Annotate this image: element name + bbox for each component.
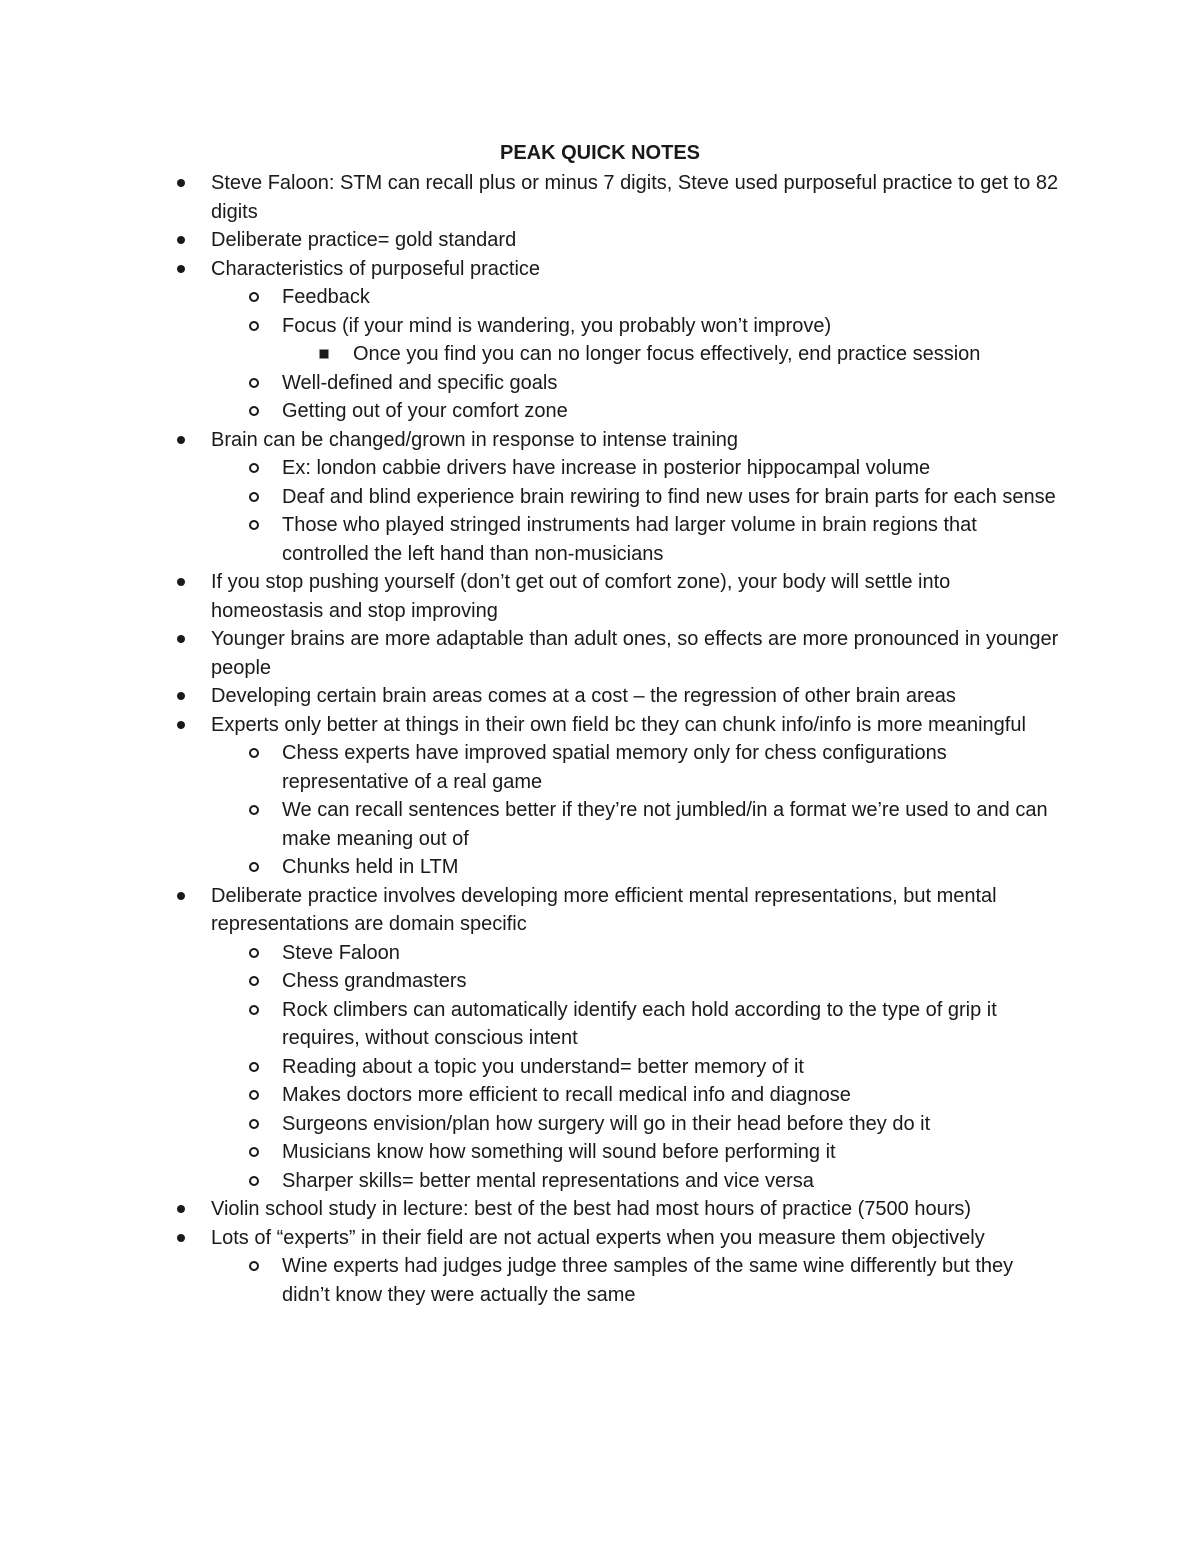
bullet-item (211, 882, 1066, 939)
sub-bullet-item (282, 454, 1066, 483)
hollow-bullet-icon (247, 1081, 261, 1110)
bullet-text: Deliberate practice= gold standard (211, 229, 517, 251)
bullet-text: We can recall sentences better if they’re not jumbled/in a format we’re used to and can make meaning out of (282, 799, 1048, 850)
bullet-item (211, 625, 1066, 682)
bullet-text: Steve Faloon (282, 941, 400, 964)
hollow-bullet-icon (247, 283, 261, 312)
filled-bullet-icon (174, 426, 188, 455)
bullet-text: Deaf and blind experience brain rewiring to find new uses for brain parts for each sense (282, 485, 1056, 508)
bullet-text: Chunks held in LTM (282, 856, 459, 878)
sub-sub-bullet-item (353, 340, 1066, 369)
hollow-bullet-icon (247, 1167, 261, 1196)
hollow-bullet-icon (247, 1138, 261, 1167)
filled-bullet-icon (174, 255, 188, 284)
bullet-text: Wine experts had judges judge three samples of the same wine differently but they didn’t know they were actually the same (282, 1255, 1014, 1306)
bullet-text: Steve Faloon: STM can recall plus or minus 7 digits, Steve used purposeful practice to get to 82 digits (211, 172, 1059, 223)
filled-bullet-icon (174, 226, 188, 255)
bullet-text: If you stop pushing yourself (don’t get out of comfort zone), your body will settle into homeostasis and stop improving (211, 571, 951, 622)
hollow-bullet-icon (247, 996, 261, 1025)
sub-bullet-item (282, 483, 1066, 512)
filled-bullet-icon (174, 568, 188, 597)
filled-bullet-icon (174, 625, 188, 654)
hollow-bullet-icon (247, 483, 261, 512)
hollow-bullet-icon (247, 1110, 261, 1139)
sub-bullet-item (282, 739, 1066, 796)
hollow-bullet-icon (247, 511, 261, 540)
bullet-text: Feedback (282, 286, 370, 308)
bullet-text: Chess experts have improved spatial memory only for chess configurations representative of a real game (282, 742, 947, 793)
sub-bullet-item (282, 1081, 1066, 1110)
bullet-item (211, 255, 1066, 284)
bullet-text: Ex: london cabbie drivers have increase in posterior hippocampal volume (282, 457, 931, 479)
filled-bullet-icon (174, 882, 188, 911)
hollow-bullet-icon (247, 967, 261, 996)
bullet-text: Those who played stringed instruments had larger volume in brain regions that controlled the left hand than non-musicians (282, 514, 977, 565)
hollow-bullet-icon (247, 397, 261, 426)
filled-bullet-icon (174, 682, 188, 711)
notes-list (0, 169, 1200, 1309)
sub-bullet-item (282, 283, 1066, 312)
bullet-text: Experts only better at things in their own field bc they can chunk info/info is more meaningful (211, 713, 1026, 736)
bullet-text: Rock climbers can automatically identify each hold according to the type of grip it requires, without conscious intent (282, 998, 997, 1049)
hollow-bullet-icon (247, 796, 261, 825)
bullet-text: Lots of “experts” in their field are not actual experts when you measure them objectively (211, 1226, 985, 1249)
bullet-item (211, 226, 1066, 255)
hollow-bullet-icon (247, 739, 261, 768)
sub-bullet-item (282, 796, 1066, 853)
sub-bullet-item (282, 1138, 1066, 1167)
hollow-bullet-icon (247, 1053, 261, 1082)
bullet-text: Sharper skills= better mental representations and vice versa (282, 1169, 814, 1192)
page-title: PEAK QUICK NOTES (499, 142, 701, 164)
hollow-bullet-icon (247, 312, 261, 341)
bullet-text: Well-defined and specific goals (282, 371, 558, 394)
hollow-bullet-icon (247, 454, 261, 483)
bullet-text: Deliberate practice involves developing more efficient mental representations, but mental representations are domain specific (211, 884, 997, 935)
bullet-item (211, 1224, 1066, 1253)
bullet-item (211, 169, 1066, 226)
bullet-item (211, 711, 1066, 740)
sub-bullet-item (282, 397, 1066, 426)
bullet-text: Makes doctors more efficient to recall medical info and diagnose (282, 1084, 851, 1106)
bullet-text: Getting out of your comfort zone (282, 400, 568, 422)
sub-bullet-item (282, 1252, 1066, 1309)
filled-bullet-icon (174, 169, 188, 198)
bullet-text: Once you find you can no longer focus effectively, end practice session (353, 343, 981, 365)
bullet-item (211, 682, 1066, 711)
bullet-text: Developing certain brain areas comes at a cost – the regression of other brain areas (211, 685, 956, 707)
sub-bullet-item (282, 369, 1066, 398)
bullet-text: Younger brains are more adaptable than adult ones, so effects are more pronounced in younger people (211, 628, 1059, 679)
bullet-text: Chess grandmasters (282, 970, 467, 992)
hollow-bullet-icon (247, 939, 261, 968)
bullet-text: Violin school study in lecture: best of the best had most hours of practice (7500 hours) (211, 1198, 972, 1220)
sub-bullet-item (282, 1053, 1066, 1082)
bullet-text: Focus (if your mind is wandering, you probably won’t improve) (282, 314, 832, 337)
filled-bullet-icon (174, 1224, 188, 1253)
bullet-text: Brain can be changed/grown in response to intense training (211, 428, 739, 451)
filled-bullet-icon (174, 711, 188, 740)
filled-bullet-icon (174, 1195, 188, 1224)
sub-bullet-item (282, 853, 1066, 882)
sub-bullet-item (282, 1110, 1066, 1139)
hollow-bullet-icon (247, 853, 261, 882)
sub-bullet-item (282, 939, 1066, 968)
sub-bullet-item (282, 1167, 1066, 1196)
sub-bullet-item (282, 967, 1066, 996)
hollow-bullet-icon (247, 1252, 261, 1281)
bullet-item (211, 1195, 1066, 1224)
sub-bullet-item (282, 511, 1066, 568)
hollow-bullet-icon (247, 369, 261, 398)
sub-bullet-item (282, 312, 1066, 341)
bullet-item (211, 426, 1066, 455)
bullet-text: Surgeons envision/plan how surgery will go in their head before they do it (282, 1112, 931, 1135)
bullet-item (211, 568, 1066, 625)
square-bullet-icon (317, 340, 331, 369)
bullet-text: Reading about a topic you understand= better memory of it (282, 1055, 804, 1078)
bullet-text: Characteristics of purposeful practice (211, 257, 541, 280)
bullet-text: Musicians know how something will sound before performing it (282, 1141, 836, 1163)
sub-bullet-item (282, 996, 1066, 1053)
